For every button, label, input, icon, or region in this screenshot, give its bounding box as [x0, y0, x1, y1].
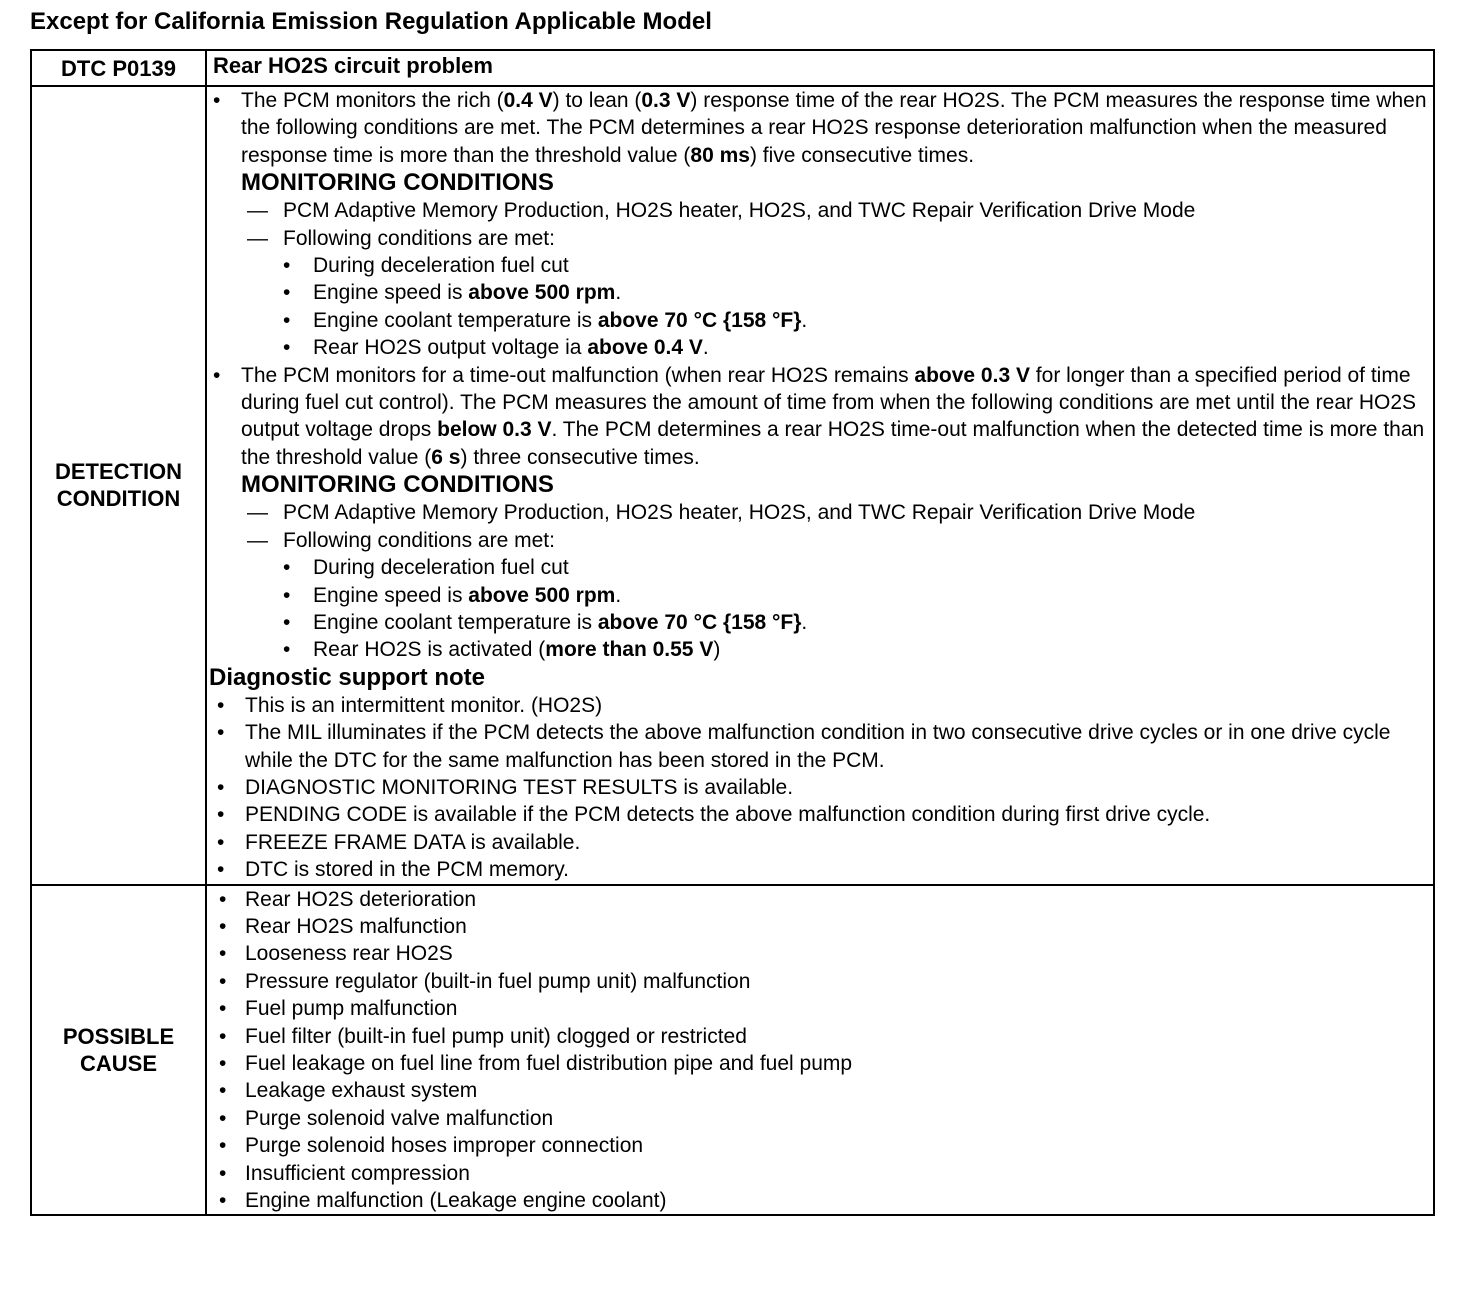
header-row	[31, 50, 1434, 86]
note-item: • PENDING CODE is available if the PCM detects the above malfunction condition during first drive cycle.	[207, 801, 1433, 828]
bullet-icon: •	[217, 775, 225, 799]
bullet-icon: •	[217, 721, 225, 745]
bullet-icon: •	[283, 281, 291, 305]
detection-bullet-1: • The PCM monitors the rich (0.4 V) to lean (0.3 V) response time of the rear HO2S. The PCM measures the response time when the following conditions are met. The PCM determines a rear HO2S response deterioration malfunction when the measured response time is more than the threshold value (80 ms) five consecutive times.	[207, 87, 1433, 169]
bullet-icon: •	[283, 254, 291, 278]
cause-item: • Leakage exhaust system	[207, 1077, 1433, 1104]
bullet-icon: •	[219, 1079, 227, 1103]
cause-item: • Fuel leakage on fuel line from fuel distribution pipe and fuel pump	[207, 1050, 1433, 1077]
mon2-dash-1: — PCM Adaptive Memory Production, HO2S heater, HO2S, and TWC Repair Verification Drive Mode	[247, 501, 1196, 525]
bullet-icon: •	[283, 556, 291, 580]
bullet-icon: •	[219, 914, 227, 938]
mon2-cond-1: • During deceleration fuel cut	[207, 554, 1433, 581]
cause-item: • Rear HO2S malfunction	[207, 913, 1433, 940]
bullet-icon: •	[219, 1106, 227, 1130]
bullet-icon: •	[213, 363, 221, 387]
bullet-icon: •	[219, 969, 227, 993]
cause-item: • Purge solenoid valve malfunction	[207, 1105, 1433, 1132]
detection-content	[206, 86, 1434, 885]
dtc-table	[30, 49, 1435, 1216]
cause-row	[31, 885, 1434, 1216]
bullet-icon: •	[217, 803, 225, 827]
detection-bullet-2: • The PCM monitors for a time-out malfunction (when rear HO2S remains above 0.3 V for longer than a specified period of time during fuel cut control). The PCM measures the amount of time from when the following conditions are met until the rear HO2S output voltage drops below 0.3 V. The PCM determines a rear HO2S time-out malfunction when the detected time is more than the threshold value (6 s) three consecutive times.	[207, 362, 1433, 472]
mon1-cond-2: • Engine speed is above 500 rpm.	[207, 279, 1433, 306]
cause-item: • Engine malfunction (Leakage engine coolant)	[207, 1187, 1433, 1214]
bullet-icon: •	[219, 1024, 227, 1048]
mon2-cond-4: • Rear HO2S is activated (more than 0.55 V)	[207, 636, 1433, 663]
detection-row	[31, 86, 1434, 885]
bullet-icon: •	[219, 1052, 227, 1075]
cause-item: • Pressure regulator (built-in fuel pump unit) malfunction	[207, 968, 1433, 995]
cause-item: • Insufficient compression	[207, 1160, 1433, 1187]
detection-label	[31, 86, 206, 885]
detection-label-line2: CONDITION	[56, 486, 181, 512]
cause-label	[31, 885, 206, 1216]
bullet-icon: •	[219, 997, 227, 1021]
note-item: • FREEZE FRAME DATA is available.	[207, 829, 1433, 856]
mon2-dash-2: — Following conditions are met:	[247, 528, 555, 552]
mon1-cond-1: • During deceleration fuel cut	[207, 252, 1433, 279]
note-item: • DIAGNOSTIC MONITORING TEST RESULTS is available.	[207, 774, 1433, 801]
bullet-icon: •	[283, 610, 291, 634]
cause-item: • Looseness rear HO2S	[207, 940, 1433, 967]
bullet-icon: •	[217, 858, 225, 882]
bullet-icon: •	[219, 1161, 227, 1185]
page-title: Except for California Emission Regulation Applicable Model	[30, 8, 712, 35]
cause-item: • Fuel pump malfunction	[207, 995, 1433, 1022]
bullet-icon: •	[219, 1134, 227, 1158]
monitoring-heading-2: MONITORING CONDITIONS	[241, 471, 554, 499]
mon2-cond-3: • Engine coolant temperature is above 70 °C {158 °F}.	[207, 609, 1433, 636]
cause-item: • Rear HO2S deterioration	[207, 886, 1433, 913]
dtc-description: Rear HO2S circuit problem	[206, 50, 1434, 86]
mon2-cond-2: • Engine speed is above 500 rpm.	[207, 582, 1433, 609]
detection-label-line1: DETECTION	[54, 459, 183, 485]
bullet-icon: •	[283, 583, 291, 607]
cause-label-line2: CAUSE	[79, 1051, 157, 1076]
cause-item: • Purge solenoid hoses improper connection	[207, 1132, 1433, 1159]
monitoring-heading-1: MONITORING CONDITIONS	[241, 169, 554, 197]
bullet-icon: •	[219, 887, 227, 911]
mon1-dash-2: — Following conditions are met:	[247, 226, 555, 250]
bullet-icon: •	[213, 89, 221, 112]
diagnostic-note-heading: Diagnostic support note	[209, 663, 485, 691]
dtc-code: DTC P0139	[31, 50, 206, 86]
bullet-icon: •	[219, 1189, 227, 1213]
mon1-dash-1: — PCM Adaptive Memory Production, HO2S heater, HO2S, and TWC Repair Verification Drive Mode	[247, 199, 1196, 223]
bullet-icon: •	[219, 942, 227, 966]
bullet-icon: •	[283, 336, 291, 360]
bullet-icon: •	[217, 830, 225, 854]
cause-label-line1: POSSIBLE	[62, 1024, 175, 1049]
note-item: • This is an intermittent monitor. (HO2S)	[207, 692, 1433, 719]
cause-content	[206, 885, 1434, 1216]
mon1-cond-4: • Rear HO2S output voltage ia above 0.4 V.	[207, 334, 1433, 361]
bullet-icon: •	[217, 693, 225, 717]
bullet-icon: •	[283, 308, 291, 332]
mon1-cond-3: • Engine coolant temperature is above 70 °C {158 °F}.	[207, 307, 1433, 334]
bullet-icon: •	[283, 638, 291, 662]
note-item: • DTC is stored in the PCM memory.	[207, 856, 1433, 883]
note-item: • The MIL illuminates if the PCM detects the above malfunction condition in two consecutive drive cycles or in one drive cycle while the DTC for the same malfunction has been stored in the PCM.	[207, 719, 1433, 774]
cause-item: • Fuel filter (built-in fuel pump unit) clogged or restricted	[207, 1023, 1433, 1050]
